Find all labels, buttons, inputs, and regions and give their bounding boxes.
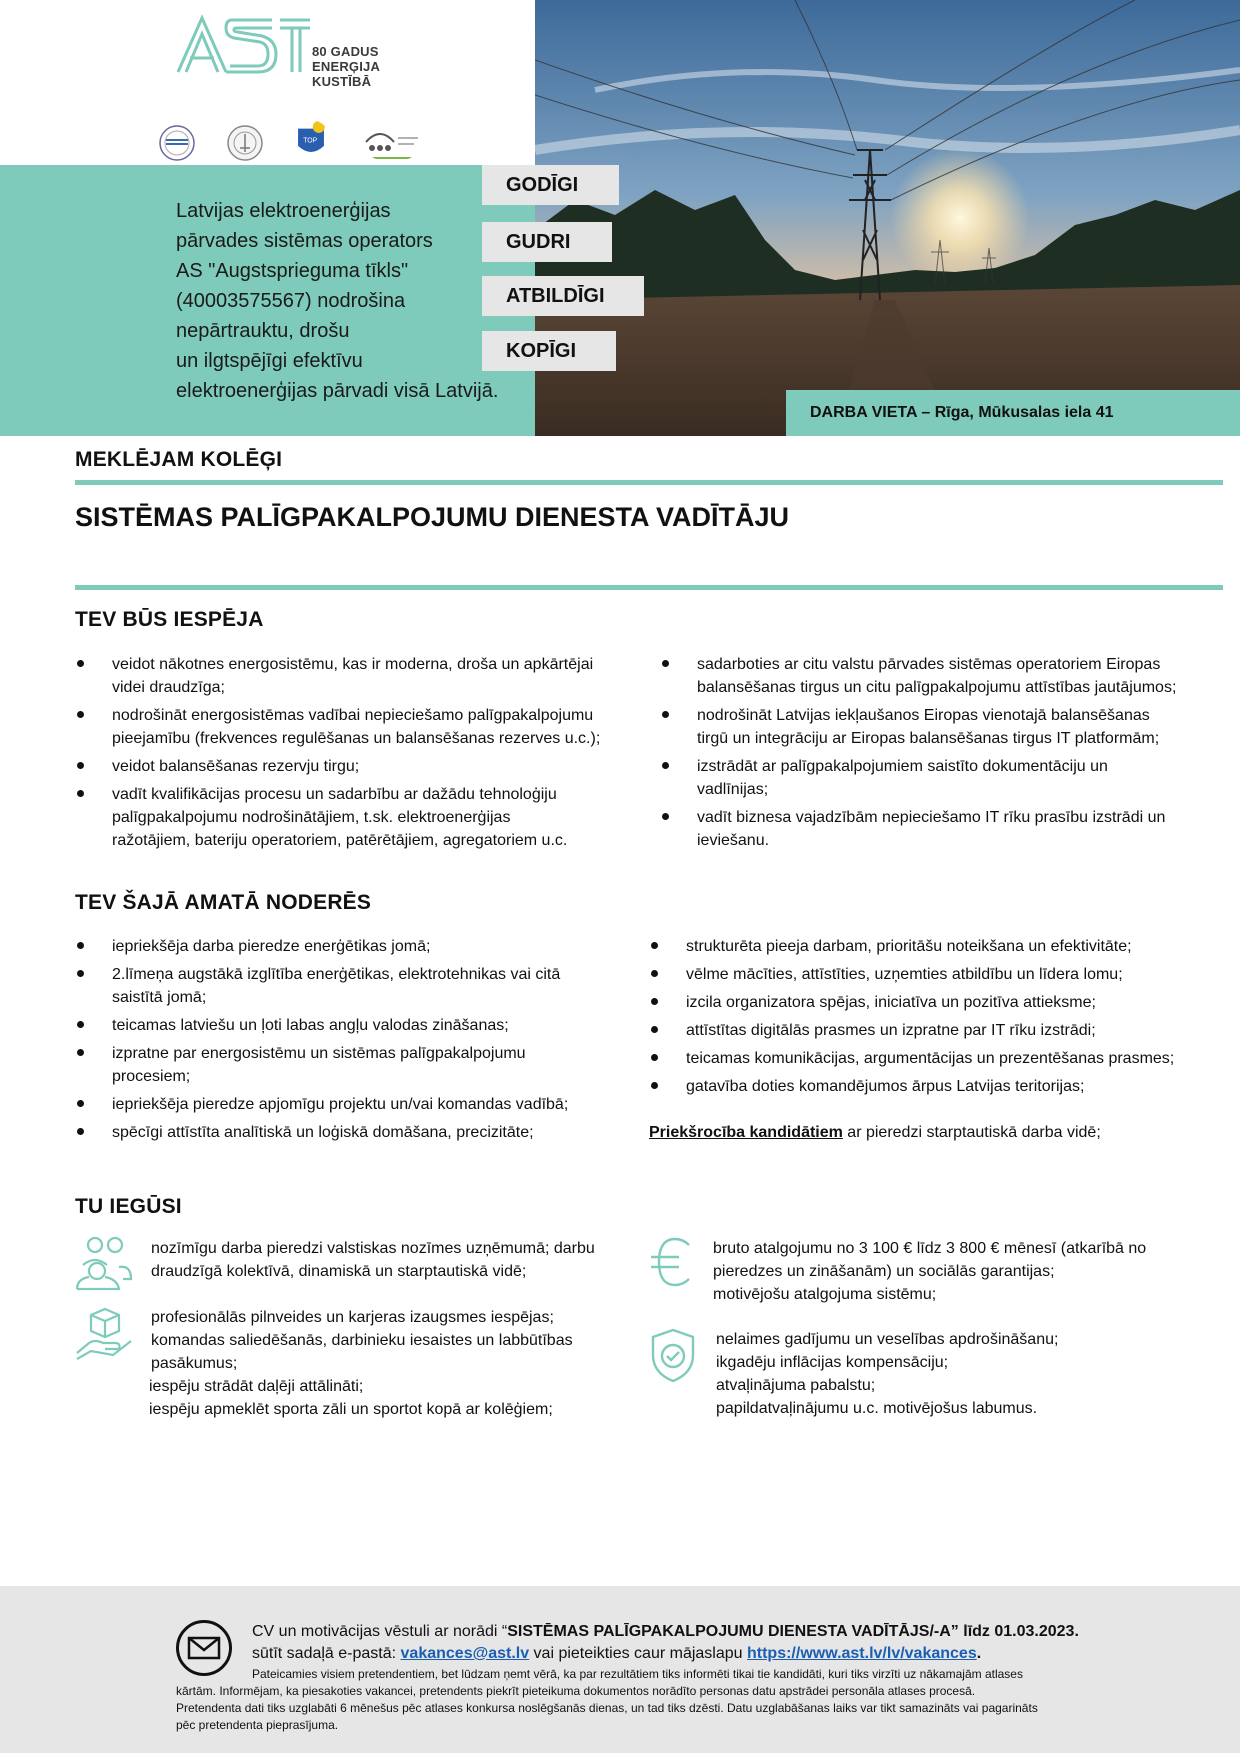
value-smart: GUDRI [482, 222, 612, 262]
work-location: DARBA VIETA – Rīga, Mūkusalas iela 41 [786, 390, 1240, 436]
divider [75, 585, 1223, 590]
value-honest: GODĪGI [482, 165, 619, 205]
divider [75, 480, 1223, 485]
benefit-line: iespēju strādāt daļēji attālināti; [149, 1378, 364, 1395]
requirements-list-left [75, 935, 645, 1149]
people-icon [75, 1235, 133, 1291]
footer [0, 1586, 1240, 1753]
list-item: izstrādāt ar palīgpakalpojumiem saistīto dokumentāciju un vadlīnijas; [660, 755, 1240, 801]
tagline-line: 80 GADUS [312, 44, 379, 59]
list-item: attīstītas digitālās prasmes un izpratne par IT rīku izstrādi; [649, 1019, 1239, 1042]
list-item: 2.līmeņa augstākā izglītība enerģētikas, elektrotehnikas vai citā saistītā jomā; [75, 963, 645, 1009]
intro-line: elektroenerģijas pārvadi visā Latvijā. [176, 380, 499, 402]
euro-icon [649, 1235, 695, 1289]
intro-line: un ilgtspējīgi efektīvu [176, 350, 363, 372]
intro-line: (40003575567) nodrošina [176, 290, 406, 312]
apply-deadline: līdz 01.03.2023. [958, 1623, 1079, 1640]
benefit-insurance [716, 1328, 1058, 1420]
intro-line: pārvades sistēmas operators [176, 230, 433, 252]
apply-contacts [252, 1643, 981, 1665]
apply-text: CV un motivācijas vēstuli ar norādi “ [252, 1623, 508, 1640]
benefit-salary [713, 1237, 1146, 1306]
shield-check-icon [649, 1327, 697, 1383]
apply-instruction [252, 1621, 1079, 1643]
list-item: vēlme mācīties, attīstīties, uzņemties atbildību un līdera lomu; [649, 963, 1239, 986]
dnv-badge-icon [158, 124, 196, 162]
requirements-heading: TEV ŠAJĀ AMATĀ NODERĒS [75, 891, 372, 914]
benefit-line: atvaļinājuma pabalstu; [716, 1377, 876, 1394]
tagline-line: KUSTĪBĀ [312, 74, 372, 89]
contact-text: vai pieteikties caur mājaslapu [529, 1645, 747, 1662]
notice-line: Pretendenta dati tiks uzglabāti 6 mēnešus pēc atlases konkursa noslēgšanās dienas, un tad tiks dzēsti. Datu uzglabāšanas laiks var tikt samazināts vai pagarināts [176, 1701, 1038, 1715]
logo-tagline [312, 44, 380, 89]
benefit-experience [151, 1237, 595, 1283]
benefit-line: komandas saliedēšanās, darbinieku iesaistes un labbūtības [151, 1332, 573, 1349]
value-together: KOPĪGI [482, 331, 616, 371]
list-item: izcila organizatora spējas, iniciatīva un pozitīva attieksme; [649, 991, 1239, 1014]
list-item: gatavība doties komandējumos ārpus Latvijas teritorijas; [649, 1075, 1239, 1098]
intro-line: Latvijas elektroenerģijas [176, 200, 391, 222]
intro-line: AS "Augstsprieguma tīkls" [176, 260, 409, 282]
contact-text: sūtīt sadaļā e-pastā: [252, 1645, 401, 1662]
apply-position: SISTĒMAS PALĪGPAKALPOJUMU DIENESTA VADĪTĀJS/-A” [507, 1623, 959, 1640]
benefit-line: profesionālās pilnveides un karjeras izaugsmes iespējas; [151, 1309, 554, 1326]
job-title: SISTĒMAS PALĪGPAKALPOJUMU DIENESTA VADĪTĀJU [75, 502, 790, 532]
list-item: vadīt kvalifikācijas procesu un sadarbību ar dažādu tehnoloģiju palīgpakalpojumu nodrošinātājiem, t.sk. elektroenerģijas ražotājiem, bateriju operatoriem, patērētājiem, agregatoriem u.c. [75, 783, 645, 852]
seal-badge-icon [226, 124, 264, 162]
intro-line: nepārtrauktu, drošu [176, 320, 350, 342]
certification-badges [158, 124, 458, 164]
list-item: veidot nākotnes energosistēmu, kas ir moderna, droša un apkārtējai videi draudzīga; [75, 653, 645, 699]
opportunity-list-left [75, 653, 645, 857]
benefit-line: motivējošu atalgojuma sistēmu; [713, 1286, 937, 1303]
seeking-heading: MEKLĒJAM KOLĒĢI [75, 448, 283, 471]
notice-line: Pateicamies visiem pretendentiem, bet lūdzam ņemt vērā, ka par rezultātiem tiks informēti tikai tie kandidāti, kuri tiks virzīti uz nākamajām atlases [252, 1667, 1023, 1681]
ast-logo-mark [176, 14, 312, 76]
preference-bold: Priekšrocība kandidātiem [649, 1124, 843, 1141]
benefit-line: draudzīgā kolektīvā, dinamiskā un starptautiskā vidē; [151, 1263, 527, 1280]
list-item: izpratne par energosistēmu un sistēmas palīgpakalpojumu procesiem; [75, 1042, 645, 1088]
list-item: iepriekšēja darba pieredze enerģētikas jomā; [75, 935, 645, 958]
top-badge-icon [292, 120, 330, 158]
preference-rest: ar pieredzi starptautiskā darba vidē; [842, 1124, 1101, 1141]
hand-cube-icon [75, 1305, 133, 1361]
privacy-notice [176, 1666, 1126, 1734]
benefit-line: papildatvaļinājumu u.c. motivējošus labumus. [716, 1400, 1038, 1417]
email-link[interactable]: vakances@ast.lv [400, 1645, 530, 1662]
notice-line: pēc pretendenta pieprasījuma. [176, 1718, 339, 1732]
benefits-heading: TU IEGŪSI [75, 1195, 182, 1218]
list-item: nodrošināt energosistēmas vadībai nepieciešamo palīgpakalpojumu pieejamību (frekvences regulēšanas un balansēšanas rezerves u.c.); [75, 704, 645, 750]
benefit-line: nelaimes gadījumu un veselības apdrošināšanu; [716, 1331, 1059, 1348]
preference-note [649, 1121, 1101, 1144]
power-line-photo [535, 0, 1240, 436]
ast-logo [176, 14, 396, 94]
benefit-growth [151, 1306, 573, 1375]
list-item: spēcīgi attīstīta analītiskā un loģiskā domāšana, precizitāte; [75, 1121, 645, 1144]
diversity-badge-icon [362, 124, 422, 162]
opportunity-list-right [660, 653, 1240, 857]
list-item: vadīt biznesa vajadzībām nepieciešamo IT rīku prasību izstrādi un ieviešanu. [660, 806, 1240, 852]
list-item: teicamas komunikācijas, argumentācijas un prezentēšanas prasmes; [649, 1047, 1239, 1070]
header [0, 0, 1240, 436]
benefit-line: ikgadēju inflācijas kompensāciju; [716, 1354, 949, 1371]
benefit-line: pieredzes un zināšanām) un sociālās garantijas; [713, 1263, 1055, 1280]
list-item: nodrošināt Latvijas iekļaušanos Eiropas vienotajā balansēšanas tirgū un integrāciju ar Eiropas balansēšanas tirgus IT platformām; [660, 704, 1240, 750]
benefit-line: iespēju apmeklēt sporta zāli un sportot kopā ar kolēģiem; [149, 1401, 553, 1418]
list-item: teicamas latviešu un ļoti labas angļu valodas zināšanas; [75, 1014, 645, 1037]
requirements-list-right [649, 935, 1239, 1103]
notice-line: kārtām. Informējam, ka piesakoties vakancei, pretendents piekrīt pieteikuma dokumentos norādīto personas datu apstrādei personāla atlases procesā. [176, 1684, 976, 1698]
benefit-line: bruto atalgojumu no 3 100 € līdz 3 800 € mēnesī (atkarībā no [713, 1240, 1147, 1257]
opportunity-heading: TEV BŪS IESPĒJA [75, 608, 264, 631]
benefit-line: nozīmīgu darba pieredzi valstiskas nozīmes uzņēmumā; darbu [151, 1240, 595, 1257]
value-responsible: ATBILDĪGI [482, 276, 644, 316]
svg-text:TOP: TOP [303, 137, 318, 145]
tagline-line: ENERĢIJA [312, 59, 381, 74]
vacancies-link[interactable]: https://www.ast.lv/lv/vakances [747, 1645, 977, 1662]
list-item: sadarboties ar citu valstu pārvades sistēmas operatoriem Eiropas balansēšanas tirgus un citu palīgpakalpojumu attīstības jautājumos; [660, 653, 1240, 699]
list-item: strukturēta pieeja darbam, prioritāšu noteikšana un efektivitāte; [649, 935, 1239, 958]
list-item: veidot balansēšanas rezervju tirgu; [75, 755, 645, 778]
list-item: iepriekšēja pieredze apjomīgu projektu un/vai komandas vadībā; [75, 1093, 645, 1116]
benefit-extra [149, 1375, 553, 1421]
benefit-line: pasākumus; [151, 1355, 238, 1372]
contact-text: . [976, 1645, 982, 1662]
